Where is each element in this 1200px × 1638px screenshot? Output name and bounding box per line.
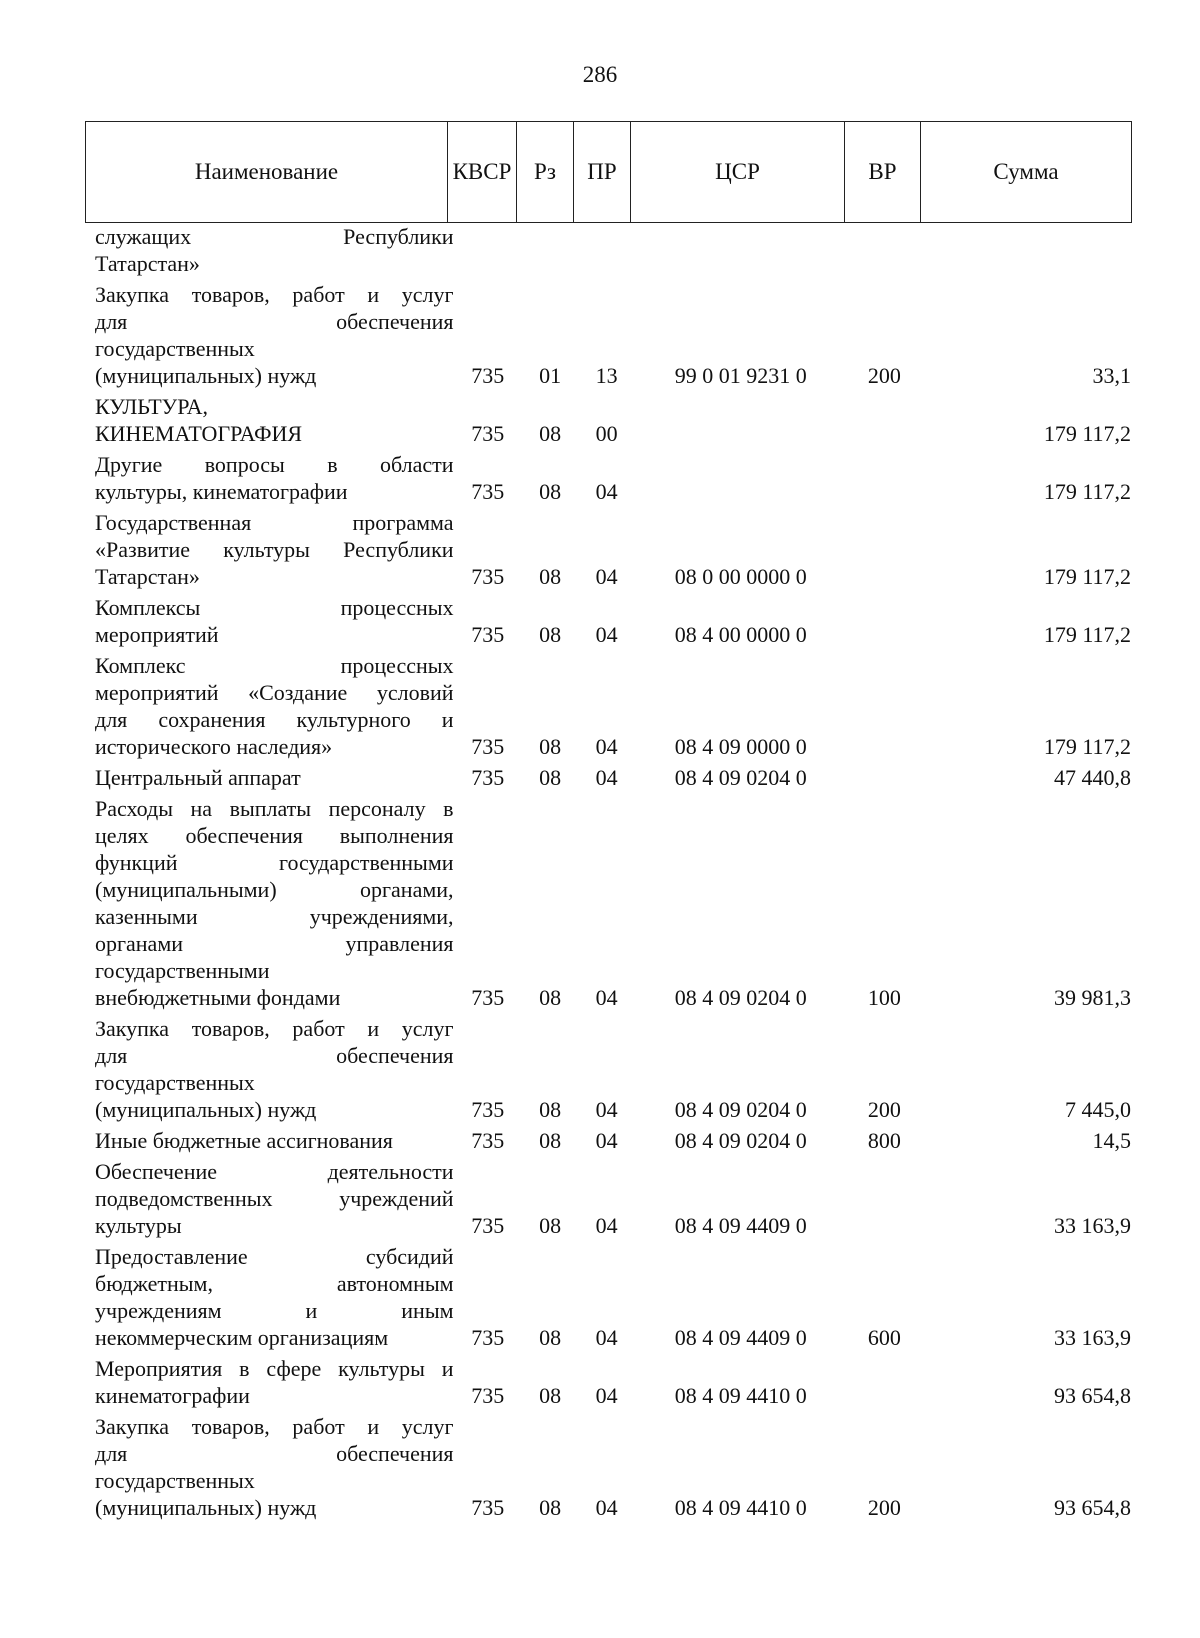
cell-sum: 33 163,9 <box>1054 1213 1131 1238</box>
row-name-line: внебюджетными фондами <box>95 985 341 1010</box>
row-name-line: для сохранения культурного и <box>95 707 454 732</box>
row-name <box>85 764 454 791</box>
row-name-line: для обеспечения <box>95 1441 454 1466</box>
row-name-line: мероприятий <box>95 622 219 647</box>
table-row <box>85 451 1131 505</box>
cell-csr: 08 4 09 4409 0 <box>674 1325 807 1350</box>
cell-pr: 04 <box>595 1325 618 1350</box>
cell-rz: 08 <box>539 1383 562 1408</box>
row-name <box>85 594 454 648</box>
cell-rz: 08 <box>539 1325 562 1350</box>
table-row <box>85 652 1131 760</box>
cell-vr: 200 <box>867 1097 901 1122</box>
table-row <box>85 1127 1131 1154</box>
column-header-name: Наименование <box>86 122 448 223</box>
row-name-line: казенными учреждениями, <box>95 904 454 929</box>
row-name-line: мероприятий «Создание условий <box>95 680 454 705</box>
cell-sum: 14,5 <box>1092 1128 1131 1153</box>
row-name-line: Закупка товаров, работ и услуг <box>95 1414 454 1439</box>
cell-pr: 04 <box>595 1213 618 1238</box>
row-name-line: государственных <box>95 336 255 361</box>
row-name-line: исторического наследия» <box>95 734 333 759</box>
row-name <box>85 652 454 760</box>
row-name <box>85 795 454 1011</box>
row-name-line: для обеспечения <box>95 1043 454 1068</box>
row-name-line: служащих Республики <box>95 224 454 249</box>
table-row <box>85 1413 1131 1521</box>
row-name-line: функций государственными <box>95 850 454 875</box>
row-name-line: (муниципальными) органами, <box>95 877 454 902</box>
cell-pr: 04 <box>595 1495 618 1520</box>
row-name <box>85 1158 454 1239</box>
column-header-pr: ПР <box>574 122 631 223</box>
cell-csr: 08 4 09 0204 0 <box>674 765 807 790</box>
row-name-line: Обеспечение деятельности <box>95 1159 454 1184</box>
cell-rz: 08 <box>539 734 562 759</box>
column-header-csr: ЦСР <box>631 122 845 223</box>
cell-kvsr: 735 <box>471 622 505 647</box>
cell-vr: 600 <box>867 1325 901 1350</box>
cell-rz: 08 <box>539 479 562 504</box>
row-name-line: Иные бюджетные ассигнования <box>95 1128 393 1153</box>
row-name-line: целях обеспечения выполнения <box>95 823 454 848</box>
row-name-line: Другие вопросы в области <box>95 452 454 477</box>
column-header-rz: Рз <box>517 122 574 223</box>
cell-csr: 08 4 09 0204 0 <box>674 985 807 1010</box>
table-row <box>85 795 1131 1011</box>
cell-csr: 99 0 01 9231 0 <box>674 363 807 388</box>
cell-vr: 200 <box>867 363 901 388</box>
row-name-line: учреждениям и иным <box>95 1298 454 1323</box>
cell-csr: 08 4 00 0000 0 <box>674 622 807 647</box>
cell-pr: 04 <box>595 1097 618 1122</box>
cell-pr: 00 <box>595 421 618 446</box>
row-name <box>85 1127 454 1154</box>
cell-csr: 08 4 09 4410 0 <box>674 1383 807 1408</box>
cell-vr: 100 <box>867 985 901 1010</box>
row-name-line: КИНЕМАТОГРАФИЯ <box>95 421 303 446</box>
row-name-line: Государственная программа <box>95 510 454 535</box>
cell-pr: 04 <box>595 1383 618 1408</box>
table-row <box>85 1355 1131 1409</box>
cell-sum: 179 117,2 <box>1043 421 1131 446</box>
cell-kvsr: 735 <box>471 363 505 388</box>
table-row <box>85 223 1131 277</box>
row-name-line: Мероприятия в сфере культуры и <box>95 1356 454 1381</box>
cell-sum: 179 117,2 <box>1043 564 1131 589</box>
cell-sum: 39 981,3 <box>1054 985 1131 1010</box>
cell-rz: 08 <box>539 1213 562 1238</box>
row-name-line: подведомственных учреждений <box>95 1186 454 1211</box>
row-name-line: культуры <box>95 1213 182 1238</box>
table-row <box>85 1158 1131 1239</box>
table-row <box>85 509 1131 590</box>
cell-kvsr: 735 <box>471 1128 505 1153</box>
row-name-line: (муниципальных) нужд <box>95 1495 317 1520</box>
cell-pr: 04 <box>595 985 618 1010</box>
row-name <box>85 1355 454 1409</box>
table-row <box>85 281 1131 389</box>
cell-pr: 13 <box>595 363 618 388</box>
cell-pr: 04 <box>595 765 618 790</box>
row-name-line: Татарстан» <box>95 564 200 589</box>
row-name-line: органами управления <box>95 931 454 956</box>
cell-pr: 04 <box>595 1128 618 1153</box>
cell-kvsr: 735 <box>471 734 505 759</box>
cell-kvsr: 735 <box>471 1097 505 1122</box>
cell-sum: 179 117,2 <box>1043 734 1131 759</box>
cell-kvsr: 735 <box>471 1325 505 1350</box>
column-header-vr: ВР <box>845 122 921 223</box>
cell-kvsr: 735 <box>471 479 505 504</box>
cell-pr: 04 <box>595 734 618 759</box>
cell-rz: 08 <box>539 421 562 446</box>
cell-rz: 08 <box>539 1128 562 1153</box>
cell-rz: 08 <box>539 765 562 790</box>
row-name-line: некоммерческим организациям <box>95 1325 389 1350</box>
cell-csr: 08 4 09 0204 0 <box>674 1097 807 1122</box>
row-name-line: для обеспечения <box>95 309 454 334</box>
table-row <box>85 393 1131 447</box>
cell-sum: 93 654,8 <box>1054 1383 1131 1408</box>
row-name-line: государственных <box>95 1070 255 1095</box>
cell-sum: 33 163,9 <box>1054 1325 1131 1350</box>
column-header-sum: Сумма <box>921 122 1132 223</box>
cell-csr: 08 4 09 4409 0 <box>674 1213 807 1238</box>
column-header-kvsr: КВСР <box>448 122 517 223</box>
row-name-line: Комплекс процессных <box>95 653 454 678</box>
cell-rz: 08 <box>539 1495 562 1520</box>
cell-kvsr: 735 <box>471 765 505 790</box>
cell-csr: 08 4 09 0000 0 <box>674 734 807 759</box>
cell-sum: 179 117,2 <box>1043 622 1131 647</box>
cell-rz: 08 <box>539 564 562 589</box>
cell-csr: 08 0 00 0000 0 <box>674 564 807 589</box>
row-name <box>85 281 454 389</box>
row-name <box>85 1413 454 1521</box>
cell-rz: 08 <box>539 1097 562 1122</box>
cell-vr: 200 <box>867 1495 901 1520</box>
table-body <box>85 223 1131 1521</box>
row-name-line: культуры, кинематографии <box>95 479 348 504</box>
row-name <box>85 451 454 505</box>
row-name-line: «Развитие культуры Республики <box>95 537 454 562</box>
row-name <box>85 1015 454 1123</box>
cell-pr: 04 <box>595 622 618 647</box>
row-name-line: Закупка товаров, работ и услуг <box>95 282 454 307</box>
row-name-line: кинематографии <box>95 1383 250 1408</box>
cell-kvsr: 735 <box>471 985 505 1010</box>
row-name-line: (муниципальных) нужд <box>95 1097 317 1122</box>
row-name-line: государственными <box>95 958 270 983</box>
row-name-line: государственных <box>95 1468 255 1493</box>
cell-sum: 93 654,8 <box>1054 1495 1131 1520</box>
cell-sum: 179 117,2 <box>1043 479 1131 504</box>
cell-kvsr: 735 <box>471 1495 505 1520</box>
cell-kvsr: 735 <box>471 1383 505 1408</box>
cell-sum: 7 445,0 <box>1065 1097 1131 1122</box>
cell-sum: 33,1 <box>1092 363 1131 388</box>
row-name-line: Расходы на выплаты персоналу в <box>95 796 454 821</box>
cell-pr: 04 <box>595 479 618 504</box>
cell-kvsr: 735 <box>471 421 505 446</box>
page-number: 286 <box>582 62 618 87</box>
cell-pr: 04 <box>595 564 618 589</box>
row-name-line: Центральный аппарат <box>95 765 301 790</box>
cell-kvsr: 735 <box>471 564 505 589</box>
cell-rz: 01 <box>539 363 562 388</box>
row-name-line: Татарстан» <box>95 251 200 276</box>
table-row <box>85 594 1131 648</box>
cell-vr: 800 <box>867 1128 901 1153</box>
cell-rz: 08 <box>539 622 562 647</box>
row-name-line: (муниципальных) нужд <box>95 363 317 388</box>
row-name <box>85 393 454 447</box>
table-row <box>85 1243 1131 1351</box>
cell-rz: 08 <box>539 985 562 1010</box>
table-row <box>85 1015 1131 1123</box>
table-row <box>85 764 1131 791</box>
row-name-line: Предоставление субсидий <box>95 1244 454 1269</box>
row-name-line: КУЛЬТУРА, <box>95 394 209 419</box>
row-name-line: Комплексы процессных <box>95 595 454 620</box>
row-name-line: бюджетным, автономным <box>95 1271 454 1296</box>
row-name <box>85 1243 454 1351</box>
row-name-line: Закупка товаров, работ и услуг <box>95 1016 454 1041</box>
cell-sum: 47 440,8 <box>1054 765 1131 790</box>
table-header <box>85 121 1132 223</box>
row-name <box>85 223 454 277</box>
cell-csr: 08 4 09 4410 0 <box>674 1495 807 1520</box>
row-name <box>85 509 454 590</box>
cell-kvsr: 735 <box>471 1213 505 1238</box>
cell-csr: 08 4 09 0204 0 <box>674 1128 807 1153</box>
